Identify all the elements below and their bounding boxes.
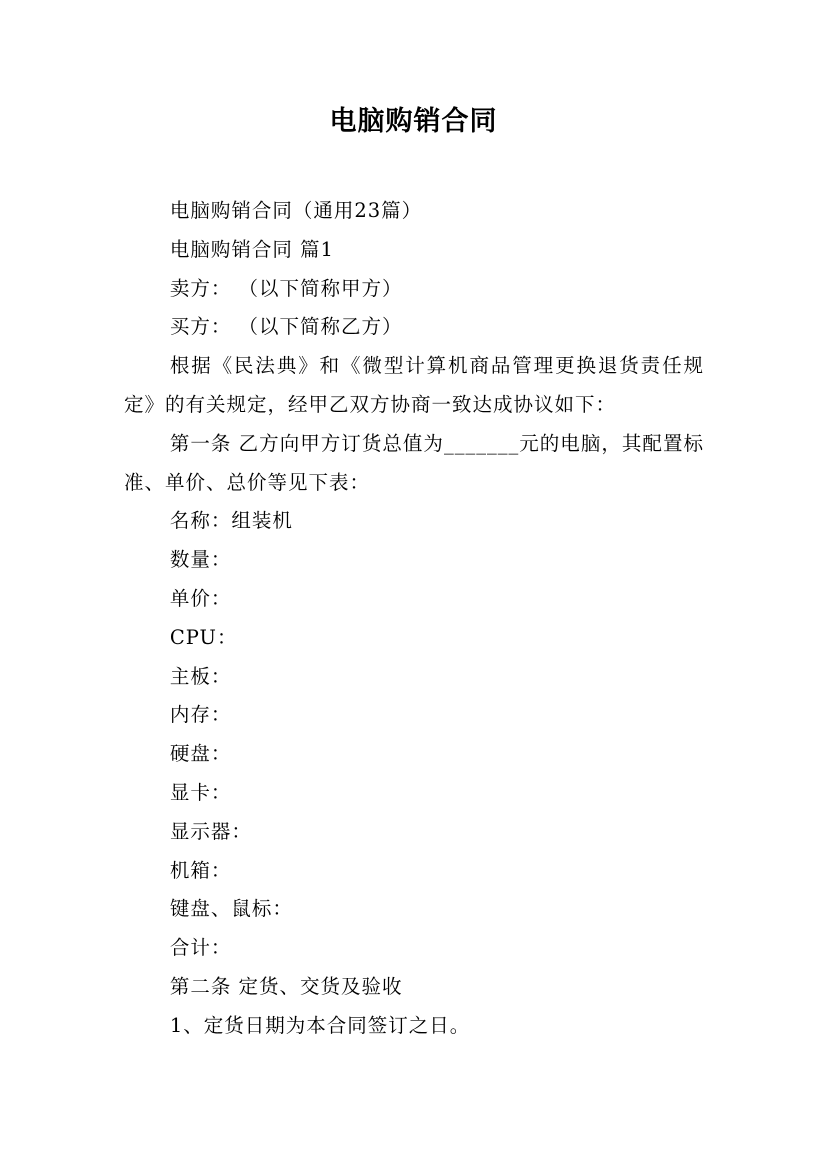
paragraph-buyer: 买方： （以下简称乙方） [169, 315, 403, 339]
document-title: 电脑购销合同 [329, 106, 498, 137]
spec-hard-disk: 硬盘： [169, 742, 232, 766]
paragraph-article-1: 第一条 乙方向甲方订货总值为_______元的电脑，其配置标准、单价、总价等见下表： [124, 431, 704, 494]
spec-monitor: 显示器： [169, 819, 252, 843]
spec-motherboard: 主板： [169, 664, 232, 688]
paragraph-seller: 卖方： （以下简称甲方） [169, 276, 403, 300]
paragraph-legal-basis: 根据《民法典》和《微型计算机商品管理更换退货责任规定》的有关规定，经甲乙双方协商一致达成协议如下： [124, 354, 704, 416]
spec-name: 名称：组装机 [169, 509, 293, 533]
spec-total: 合计： [169, 936, 232, 960]
paragraph-section-title: 电脑购销合同 篇1 [169, 237, 334, 261]
paragraph-heading: 电脑购销合同（通用23篇） [169, 199, 423, 222]
spec-case: 机箱： [169, 858, 232, 882]
spec-quantity: 数量： [169, 548, 232, 572]
spec-keyboard-mouse: 键盘、鼠标： [169, 897, 293, 921]
paragraph-article-2: 第二条 定货、交货及验收 [169, 974, 403, 998]
spec-cpu: CPU： [169, 625, 238, 649]
spec-unit-price: 单价： [169, 586, 232, 610]
document-body [124, 192, 704, 1046]
spec-memory: 内存： [169, 703, 232, 727]
spec-graphics-card: 显卡： [169, 780, 232, 804]
paragraph-order-date: 1、定货日期为本合同签订之日。 [169, 1013, 471, 1037]
